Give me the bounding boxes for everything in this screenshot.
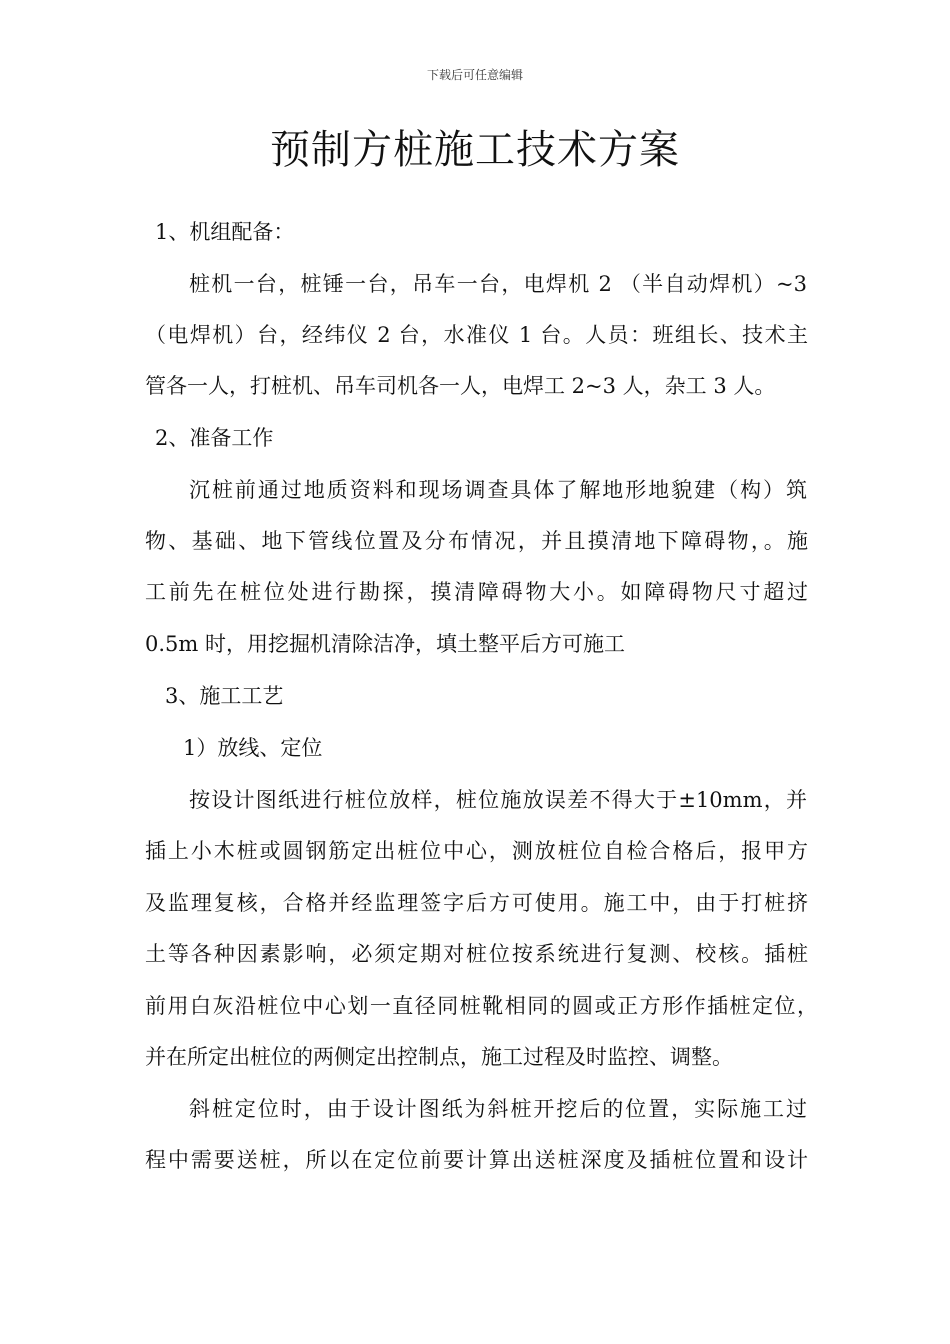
paragraph-line: 前用白灰沿桩位中心划一直径同桩靴相同的圆或正方形作插桩定位，: [145, 994, 818, 1018]
paragraph-line: 工前先在桩位处进行勘探，摸清障碍物大小。如障碍物尺寸超过: [145, 580, 808, 604]
paragraph-line: 土等各种因素影响，必须定期对桩位按系统进行复测、校核。插桩: [145, 942, 808, 966]
section-heading-preparation: 2、准备工作: [155, 426, 274, 450]
paragraph-line: 沉桩前通过地质资料和现场调查具体了解地形地貌建（构）筑: [189, 478, 807, 502]
paragraph-line: 物、基础、地下管线位置及分布情况，并且摸清地下障碍物，。施: [145, 529, 808, 553]
paragraph-line: 并在所定出桩位的两侧定出控制点，施工过程及时监控、调整。: [145, 1045, 733, 1069]
paragraph-line: 插上小木桩或圆钢筋定出桩位中心，测放桩位自检合格后，报甲方: [145, 839, 808, 863]
paragraph-line: 桩机一台，桩锤一台，吊车一台，电焊机 2 （半自动焊机）~3: [189, 272, 807, 296]
paragraph-line: （电焊机）台，经纬仪 2 台，水准仪 1 台。人员：班组长、技术主: [145, 323, 808, 347]
paragraph-line: 按设计图纸进行桩位放样，桩位施放误差不得大于±10mm，并: [189, 788, 807, 812]
paragraph-line: 0.5m 时，用挖掘机清除洁净，填土整平后方可施工: [145, 632, 625, 656]
section-heading-equipment: 1、机组配备：: [155, 220, 295, 244]
paragraph-line: 程中需要送桩，所以在定位前要计算出送桩深度及插桩位置和设计: [145, 1148, 808, 1172]
section-heading-process: 3、施工工艺: [165, 684, 284, 708]
document-title: 预制方桩施工技术方案: [270, 127, 680, 173]
paragraph-line: 管各一人，打桩机、吊车司机各一人，电焊工 2~3 人，杂工 3 人。: [145, 374, 776, 398]
paragraph-line: 斜桩定位时，由于设计图纸为斜桩开挖后的位置，实际施工过: [189, 1097, 807, 1121]
page-header-note: 下载后可任意编辑: [426, 68, 523, 82]
paragraph-line: 及监理复核，合格并经监理签字后方可使用。施工中，由于打桩挤: [145, 891, 808, 915]
subsection-heading-layout: 1）放线、定位: [183, 736, 323, 760]
